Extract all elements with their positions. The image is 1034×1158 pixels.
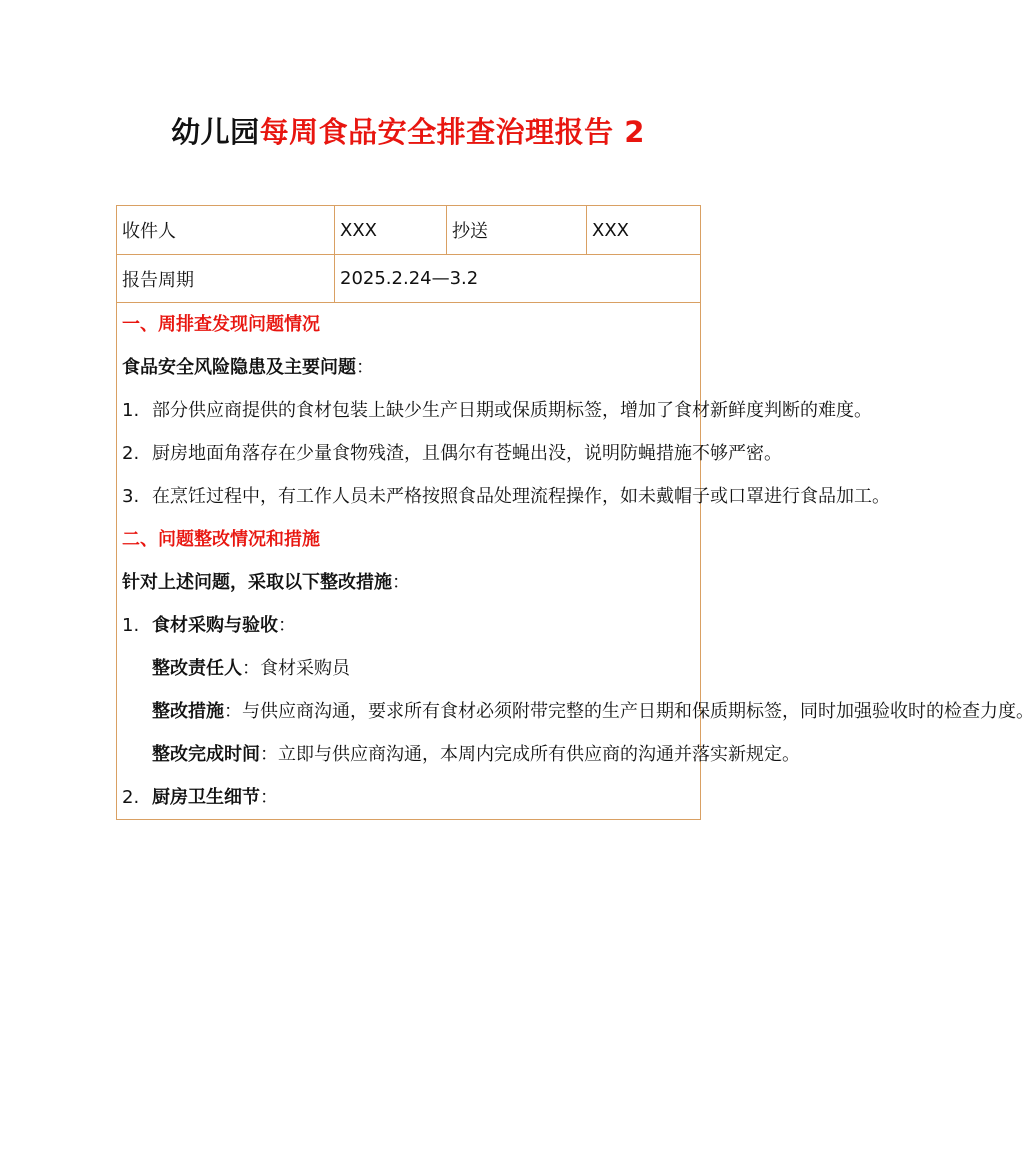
item-text: 部分供应商提供的食材包装上缺少生产日期或保质期标签，增加了食材新鲜度判断的难度。 <box>152 400 872 421</box>
section2-lead-bold: 针对上述问题，采取以下整改措施 <box>122 572 392 593</box>
detail-label: 整改措施 <box>152 701 224 722</box>
item-text: 厨房地面角落存在少量食物残渣，且偶尔有苍蝇出没，说明防蝇措施不够严密。 <box>152 443 782 464</box>
section2-lead-colon: ： <box>392 572 410 593</box>
section2-title: 二、问题整改情况和措施 <box>122 529 320 550</box>
title-red-part: 每周食品安全排查治理报告 2 <box>259 115 645 149</box>
section1-lead-colon: ： <box>356 357 374 378</box>
item-number: 2. <box>122 443 140 464</box>
detail-text: ：与供应商沟通，要求所有食材必须附带完整的生产日期和保质期标签，同时加强验收时的检查力度。 <box>224 701 1034 722</box>
period-label: 报告周期 <box>117 255 335 303</box>
detail-text: ：食材采购员 <box>242 658 350 679</box>
body-row <box>117 303 701 820</box>
item-number: 1. <box>122 615 140 636</box>
report-table <box>116 205 1034 820</box>
section2-lead <box>122 561 700 604</box>
cc-value: XXX <box>587 206 701 255</box>
cc-label: 抄送 <box>447 206 587 255</box>
page-title <box>0 110 816 151</box>
section2-item-1 <box>122 604 700 647</box>
item-number: 2. <box>122 787 140 808</box>
section1-lead-bold: 食品安全风险隐患及主要问题 <box>122 357 356 378</box>
recipient-label: 收件人 <box>117 206 335 255</box>
section1-lead <box>122 346 700 389</box>
item-title-colon: ： <box>278 615 296 636</box>
period-value: 2025.2.24—3.2 <box>335 255 701 303</box>
section1-title: 一、周排查发现问题情况 <box>122 314 320 335</box>
period-row <box>117 255 701 303</box>
recipient-row <box>117 206 701 255</box>
section1-item-3 <box>122 475 890 518</box>
responsible-person <box>122 647 700 690</box>
section1-item-1 <box>122 389 872 432</box>
recipient-value: XXX <box>335 206 447 255</box>
title-black-part: 幼儿园 <box>171 115 260 149</box>
item-text: 在烹饪过程中，有工作人员未严格按照食品处理流程操作，如未戴帽子或口罩进行食品加工。 <box>152 486 890 507</box>
detail-label: 整改完成时间 <box>152 744 260 765</box>
report-body <box>117 303 1034 820</box>
detail-text: ：立即与供应商沟通，本周内完成所有供应商的沟通并落实新规定。 <box>260 744 800 765</box>
item-number: 1. <box>122 400 140 421</box>
item-number: 3. <box>122 486 140 507</box>
section2-item-2 <box>122 776 700 819</box>
item-title-colon: ： <box>260 787 278 808</box>
detail-label: 整改责任人 <box>152 658 242 679</box>
completion-time <box>122 733 800 776</box>
item-title: 食材采购与验收 <box>152 615 278 636</box>
rectification-measures <box>122 690 1034 733</box>
section1-item-2 <box>122 432 782 475</box>
item-title: 厨房卫生细节 <box>152 787 260 808</box>
